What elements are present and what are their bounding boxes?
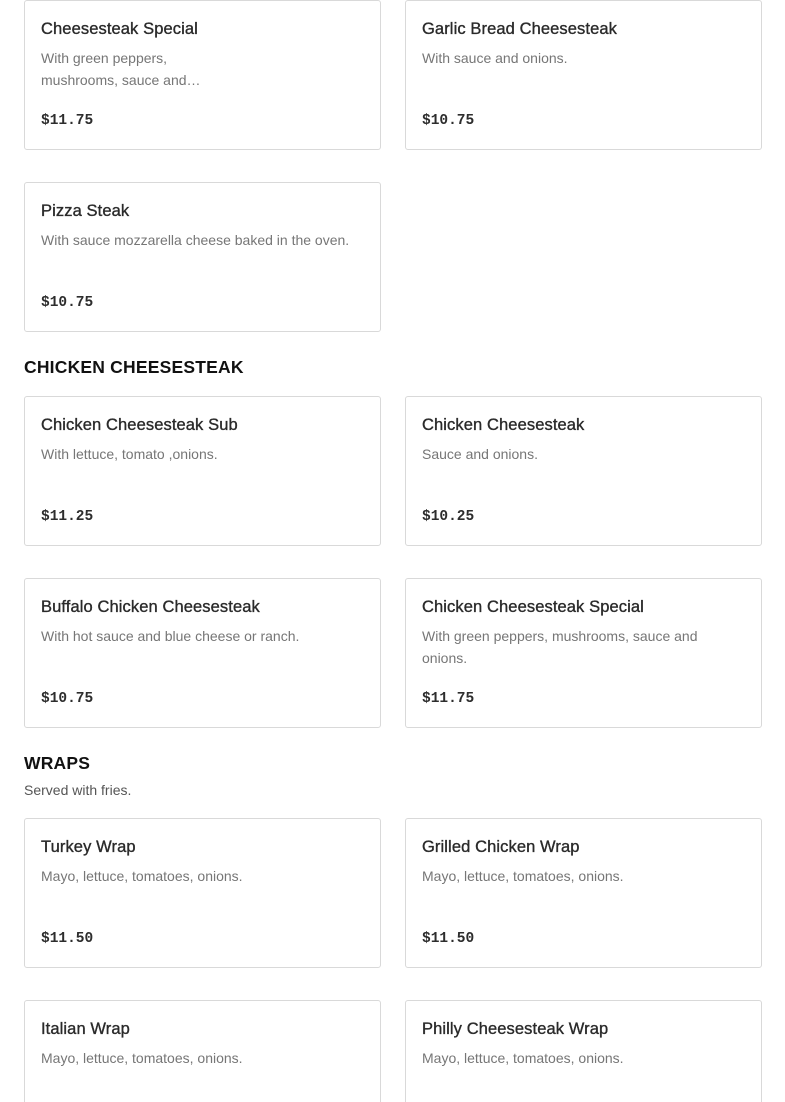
item-description: With hot sauce and blue cheese or ranch. xyxy=(41,628,300,644)
menu-item-buffalo-chicken-cheesesteak[interactable] xyxy=(24,578,381,728)
item-name: Chicken Cheesesteak xyxy=(422,416,585,434)
menu-item-cheesesteak-special[interactable] xyxy=(24,0,381,150)
item-name: Garlic Bread Cheesesteak xyxy=(422,20,617,38)
item-price: $11.75 xyxy=(422,691,475,707)
menu-item-turkey-wrap[interactable] xyxy=(24,818,381,968)
menu-item-italian-wrap[interactable] xyxy=(24,1000,381,1102)
item-name: Chicken Cheesesteak Special xyxy=(422,598,644,616)
item-description: Mayo, lettuce, tomatoes, onions. xyxy=(422,868,624,884)
item-price: $10.25 xyxy=(422,509,475,525)
section-subtitle-wraps: Served with fries. xyxy=(24,782,132,798)
item-name: Turkey Wrap xyxy=(41,838,136,856)
item-name: Philly Cheesesteak Wrap xyxy=(422,1020,609,1038)
item-description: With sauce and onions. xyxy=(422,50,568,66)
menu-item-chicken-cheesesteak-sub[interactable] xyxy=(24,396,381,546)
item-name: Grilled Chicken Wrap xyxy=(422,838,580,856)
menu-item-philly-cheesesteak-wrap[interactable] xyxy=(405,1000,762,1102)
item-price: $10.75 xyxy=(41,295,94,311)
item-price: $11.50 xyxy=(422,931,475,947)
item-description: Mayo, lettuce, tomatoes, onions. xyxy=(422,1050,624,1066)
item-price: $10.75 xyxy=(41,691,94,707)
menu-item-chicken-cheesesteak[interactable] xyxy=(405,396,762,546)
item-description: Mayo, lettuce, tomatoes, onions. xyxy=(41,1050,243,1066)
item-description: With sauce mozzarella cheese baked in the oven. xyxy=(41,232,350,248)
item-price: $11.25 xyxy=(41,509,94,525)
section-title-wraps: WRAPS xyxy=(24,753,91,773)
menu-item-pizza-steak[interactable] xyxy=(24,182,381,332)
menu-item-chicken-cheesesteak-special[interactable] xyxy=(405,578,762,728)
item-price: $10.75 xyxy=(422,113,475,129)
item-description: Sauce and onions. xyxy=(422,446,538,462)
item-name: Chicken Cheesesteak Sub xyxy=(41,416,238,434)
item-description: Mayo, lettuce, tomatoes, onions. xyxy=(41,868,243,884)
item-name: Italian Wrap xyxy=(41,1020,130,1038)
item-name: Cheesesteak Special xyxy=(41,20,198,38)
item-description: With green peppers, mushrooms, sauce and… xyxy=(41,50,201,88)
menu-item-garlic-bread-cheesesteak[interactable] xyxy=(405,0,762,150)
item-description: With green peppers, mushrooms, sauce and onions. xyxy=(422,628,698,666)
menu-item-grilled-chicken-wrap[interactable] xyxy=(405,818,762,968)
item-name: Buffalo Chicken Cheesesteak xyxy=(41,598,260,616)
item-description: With lettuce, tomato ,onions. xyxy=(41,446,218,462)
item-price: $11.75 xyxy=(41,113,94,129)
item-price: $11.50 xyxy=(41,931,94,947)
section-title-chicken-cheesesteak: CHICKEN CHEESESTEAK xyxy=(24,357,244,377)
item-name: Pizza Steak xyxy=(41,202,130,220)
